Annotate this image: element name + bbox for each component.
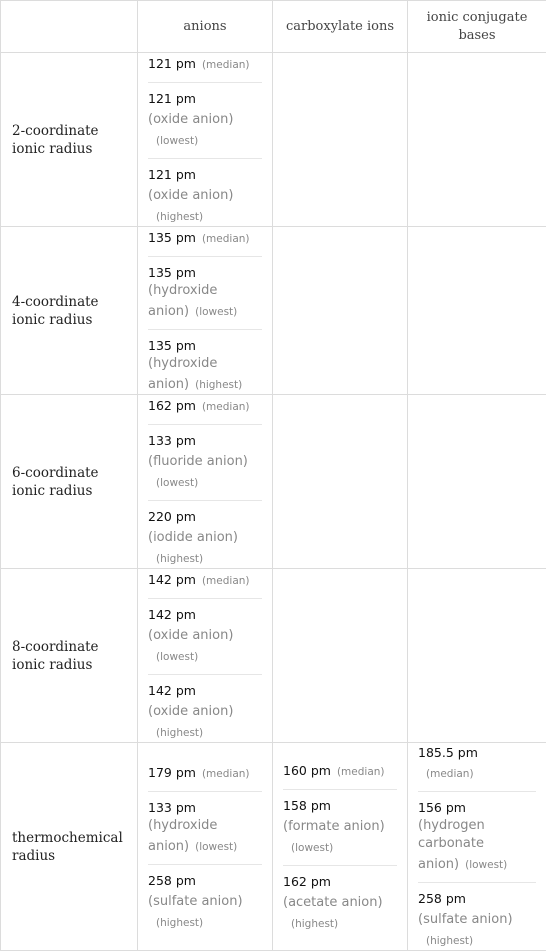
conjugate-cell-empty [408, 569, 546, 743]
highest-qualifier: (highest) [156, 211, 203, 223]
median-qualifier: (median) [202, 575, 250, 587]
lowest-value: 142 pm [148, 606, 262, 624]
column-header-ionic-conjugate-bases: ionic conjugate bases [408, 1, 546, 53]
highest-qualifier: (highest) [156, 917, 203, 929]
lowest-species: (hydroxide [148, 817, 262, 835]
median-value: 179 pm [148, 765, 196, 780]
conjugate-cell [408, 743, 546, 951]
anions-cell [138, 395, 273, 569]
row-label: 4-coordinate ionic radius [1, 227, 138, 395]
carboxylate-cell-empty [273, 53, 408, 227]
lowest-species: (formate anion) [283, 819, 385, 834]
highest-value: 121 pm [148, 166, 262, 184]
highest-species: (acetate anion) [283, 895, 383, 910]
median-entry [148, 227, 262, 257]
highest-species: (sulfate anion) [418, 912, 513, 927]
median-entry [148, 395, 262, 425]
lowest-entry [148, 599, 262, 675]
conjugate-cell-empty [408, 227, 546, 395]
median-value: 135 pm [148, 230, 196, 245]
column-header-anions: anions [138, 1, 273, 53]
carboxylate-cell-empty [273, 569, 408, 743]
lowest-qualifier: (lowest) [195, 841, 237, 853]
median-entry [148, 53, 262, 83]
lowest-entry [148, 792, 262, 865]
highest-value: 258 pm [148, 872, 262, 890]
median-qualifier: (median) [202, 233, 250, 245]
median-value: 160 pm [283, 763, 331, 778]
highest-value: 162 pm [283, 873, 397, 891]
median-qualifier: (median) [202, 59, 250, 71]
highest-entry [148, 501, 262, 568]
lowest-entry [283, 790, 397, 866]
lowest-value: 121 pm [148, 90, 262, 108]
highest-entry [283, 866, 397, 933]
lowest-species-cont: carbonate [418, 835, 536, 853]
median-qualifier: (median) [202, 401, 250, 413]
median-value: 142 pm [148, 572, 196, 587]
lowest-species: (hydroxide [148, 282, 262, 300]
lowest-entry [148, 257, 262, 330]
conjugate-cell-empty [408, 53, 546, 227]
lowest-species: (oxide anion) [148, 628, 233, 643]
median-qualifier: (median) [202, 768, 250, 780]
highest-species: (iodide anion) [148, 530, 238, 545]
anions-cell [138, 569, 273, 743]
lowest-value: 133 pm [148, 799, 262, 817]
median-entry [418, 744, 536, 792]
highest-value: 135 pm [148, 337, 262, 355]
lowest-value: 158 pm [283, 797, 397, 815]
highest-species-cont: anion) [148, 377, 189, 392]
median-entry [283, 760, 397, 790]
table-row [1, 227, 546, 395]
highest-value: 220 pm [148, 508, 262, 526]
lowest-species: (oxide anion) [148, 112, 233, 127]
lowest-entry [148, 83, 262, 159]
row-label: 6-coordinate ionic radius [1, 395, 138, 569]
conjugate-cell-empty [408, 395, 546, 569]
row-label: 2-coordinate ionic radius [1, 53, 138, 227]
highest-entry [148, 865, 262, 932]
highest-entry [148, 675, 262, 742]
highest-entry [148, 330, 262, 394]
lowest-qualifier: (lowest) [195, 306, 237, 318]
highest-species: (sulfate anion) [148, 894, 243, 909]
table-row [1, 53, 546, 227]
corner-cell [1, 1, 138, 53]
row-label: 8-coordinate ionic radius [1, 569, 138, 743]
median-qualifier: (median) [426, 768, 474, 780]
median-entry [148, 762, 262, 792]
lowest-species: (fluoride anion) [148, 454, 248, 469]
median-value: 185.5 pm [418, 744, 536, 762]
lowest-species-cont: anion) [148, 839, 189, 854]
carboxylate-cell-empty [273, 227, 408, 395]
lowest-entry [148, 425, 262, 501]
highest-qualifier: (highest) [291, 918, 338, 930]
highest-qualifier: (highest) [156, 553, 203, 565]
lowest-qualifier: (lowest) [156, 135, 198, 147]
lowest-value: 133 pm [148, 432, 262, 450]
median-entry [148, 569, 262, 599]
carboxylate-cell [273, 743, 408, 951]
highest-entry [148, 159, 262, 226]
median-value: 121 pm [148, 56, 196, 71]
lowest-qualifier: (lowest) [156, 477, 198, 489]
lowest-qualifier: (lowest) [291, 842, 333, 854]
highest-species: (oxide anion) [148, 188, 233, 203]
row-label: thermochemical radius [1, 743, 138, 951]
lowest-qualifier: (lowest) [156, 651, 198, 663]
carboxylate-cell-empty [273, 395, 408, 569]
table-row [1, 395, 546, 569]
highest-species: (oxide anion) [148, 704, 233, 719]
highest-entry [418, 883, 536, 950]
lowest-value: 156 pm [418, 799, 536, 817]
median-value: 162 pm [148, 398, 196, 413]
highest-qualifier: (highest) [156, 727, 203, 739]
lowest-species: (hydrogen [418, 817, 536, 835]
lowest-species-cont: anion) [148, 304, 189, 319]
lowest-species-end: anion) [418, 857, 459, 872]
lowest-value: 135 pm [148, 264, 262, 282]
lowest-qualifier: (lowest) [465, 859, 507, 871]
anions-cell [138, 743, 273, 951]
anions-cell [138, 53, 273, 227]
table-row [1, 569, 546, 743]
table-row [1, 743, 546, 951]
column-header-carboxylate-ions: carboxylate ions [273, 1, 408, 53]
lowest-entry [418, 792, 536, 883]
highest-qualifier: (highest) [195, 379, 242, 391]
highest-value: 142 pm [148, 682, 262, 700]
highest-species: (hydroxide [148, 355, 262, 373]
highest-qualifier: (highest) [426, 935, 473, 947]
highest-value: 258 pm [418, 890, 536, 908]
header-row [1, 1, 546, 53]
anions-cell [138, 227, 273, 395]
median-qualifier: (median) [337, 766, 385, 778]
